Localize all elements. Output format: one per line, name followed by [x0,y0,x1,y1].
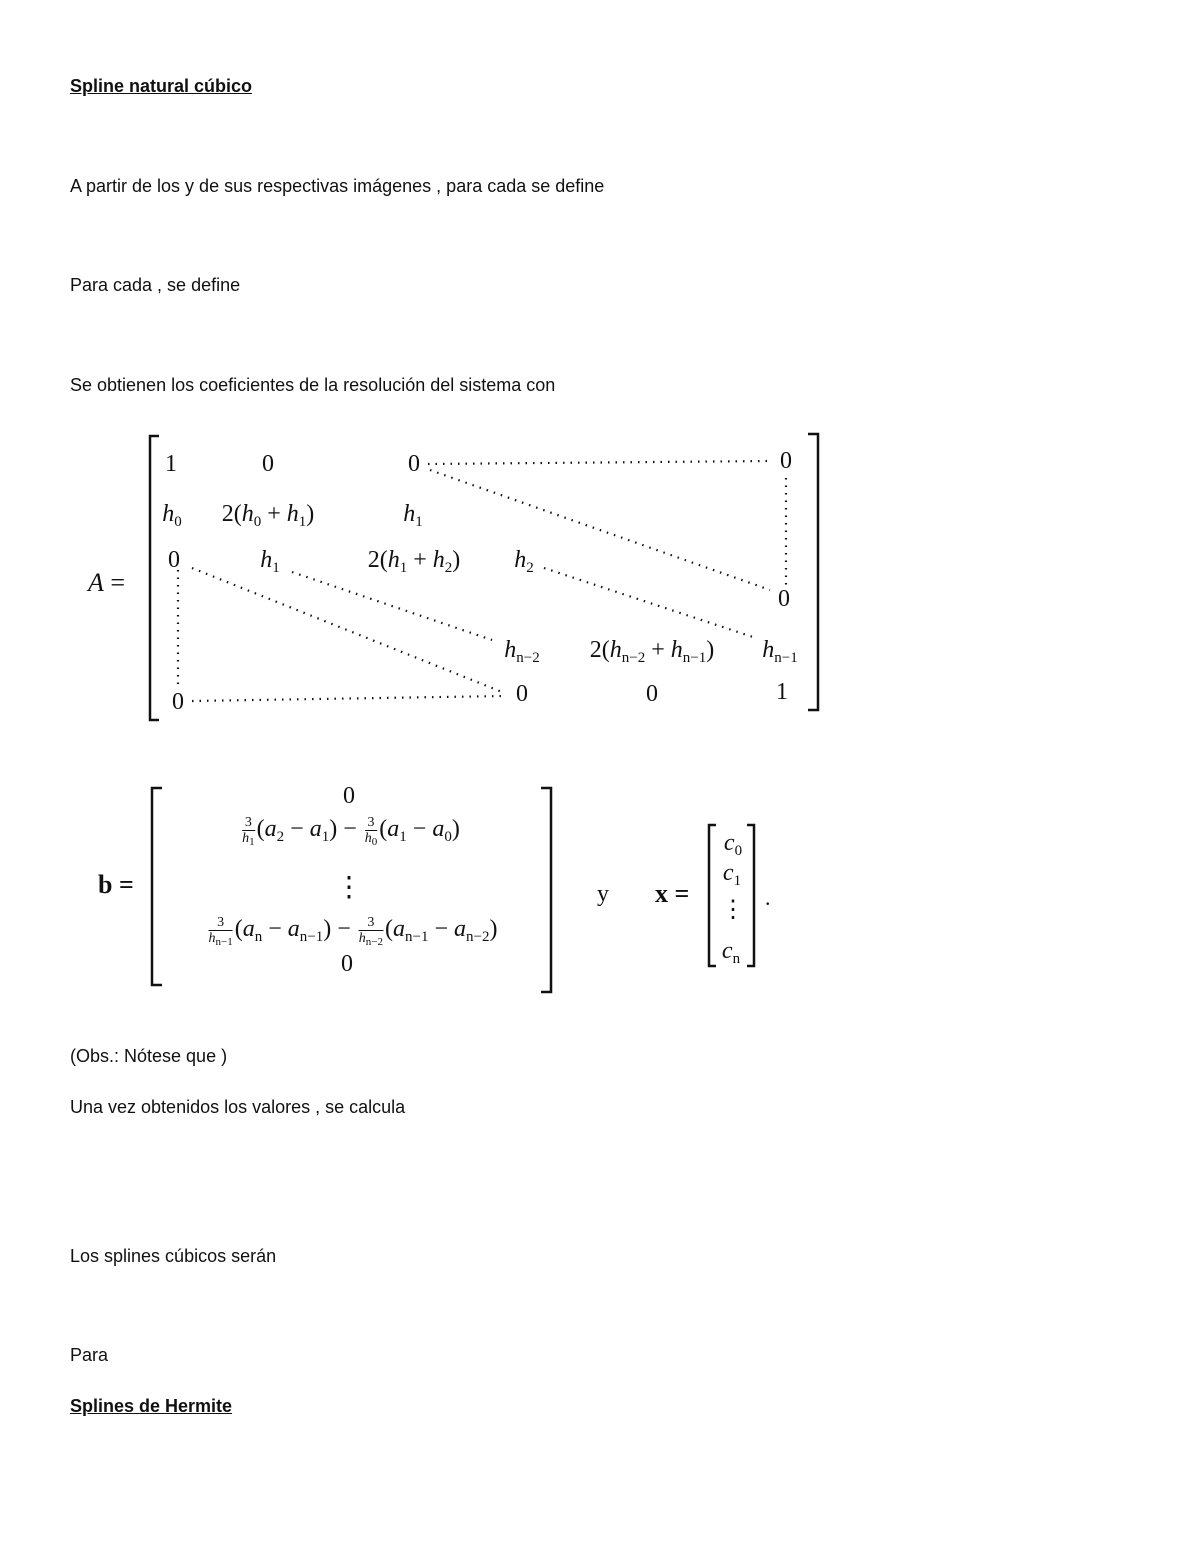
matrix-a-cell-1: 1 [165,451,177,477]
matrix-a-label: A = [88,568,126,597]
vector-x-period: . [765,885,771,910]
matrix-a-cell-2hn2hn1: $2(h_{n-2} + h_{n-1})$ [589,637,715,666]
vector-x-entry-c0: $c_0$ [723,830,743,859]
matrix-a-cell-h1: $h_1$ [403,501,423,530]
vector-x-right-bracket [747,825,754,966]
vector-x-left-bracket [709,825,716,966]
matrix-a-cell-zero: 0 [646,681,658,707]
matrix-a-cell-zero: 0 [408,451,420,477]
matrix-a-cell-zero: 0 [172,689,184,715]
fraction: $\frac{3}{h_{n-1}}$ [208,915,233,948]
paragraph-coeficientes: Se obtienen los coeficientes de la resolución del sistema con [70,375,556,395]
matrix-a-cell-h1: $h_1$ [260,547,280,576]
vector-x-entry-cn: $c_n$ [721,938,741,967]
matrix-a-cell-zero: 0 [262,451,274,477]
vector-b-entry-n1: $\frac{3}{h_{n-1}}$ $(a_n - a_{n-1})$ − $\frac{3}{h_{n-2}}$ $(a_{n-1} - a_{n-2})$ [208,915,498,948]
matrix-a-cell-zero: 0 [780,448,792,474]
vector-b-vdots: ⋮ [335,872,363,903]
matrix-a-cell-zero: 0 [516,681,528,707]
vector-b-entry-zero: 0 [343,783,355,809]
paragraph-una-vez: Una vez obtenidos los valores , se calcula [70,1097,406,1117]
fraction: $\frac{3}{h_1}$ [242,815,255,848]
paragraph-obs: (Obs.: Nótese que ) [70,1046,228,1066]
matrix-a-cell-zero: 0 [168,547,180,573]
paragraph-para-cada: Para cada , se define [70,275,241,295]
matrix-a-cell-h0: $h_0$ [162,501,182,530]
paragraph-para: Para [70,1345,109,1365]
matrix-a-cell-hn2: $h_{n-2}$ [504,637,540,666]
matrix-a-cell-h2: $h_2$ [514,547,534,576]
matrix-a-cell-hn1: $h_{n-1}$ [762,637,798,666]
connector-y: y [597,881,609,907]
matrix-a-cell-2h1h2: $2(h_1 + h_2)$ [367,547,461,576]
vector-x-label: x = [655,879,690,908]
vector-x-entry-c1: $c_1$ [722,860,742,889]
section-heading-hermite: Splines de Hermite [70,1396,233,1416]
vector-b-entry-1: $\frac{3}{h_1}$ $(a_2 - a_1)$ − $\frac{3}{h_0}$ $(a_1 - a_0)$ [242,815,460,848]
paragraph-splines-cubicos: Los splines cúbicos serán [70,1246,277,1266]
vector-x-vdots: ⋮ [721,897,745,923]
matrix-a-cell-1: 1 [776,679,788,705]
vector-b-label: b = [98,870,134,899]
fraction: $\frac{3}{h_{n-2}}$ [358,915,384,948]
vector-b-entry-zero: 0 [341,951,353,977]
matrix-a-cell-zero: 0 [778,586,790,612]
fraction: $\frac{3}{h_0}$ [364,815,378,848]
paragraph-partir: A partir de los y de sus respectivas imágenes , para cada se define [70,176,605,196]
matrix-a-cell-2h0h1: $2(h_0 + h_1)$ [221,501,315,530]
section-heading-spline: Spline natural cúbico [70,76,253,96]
